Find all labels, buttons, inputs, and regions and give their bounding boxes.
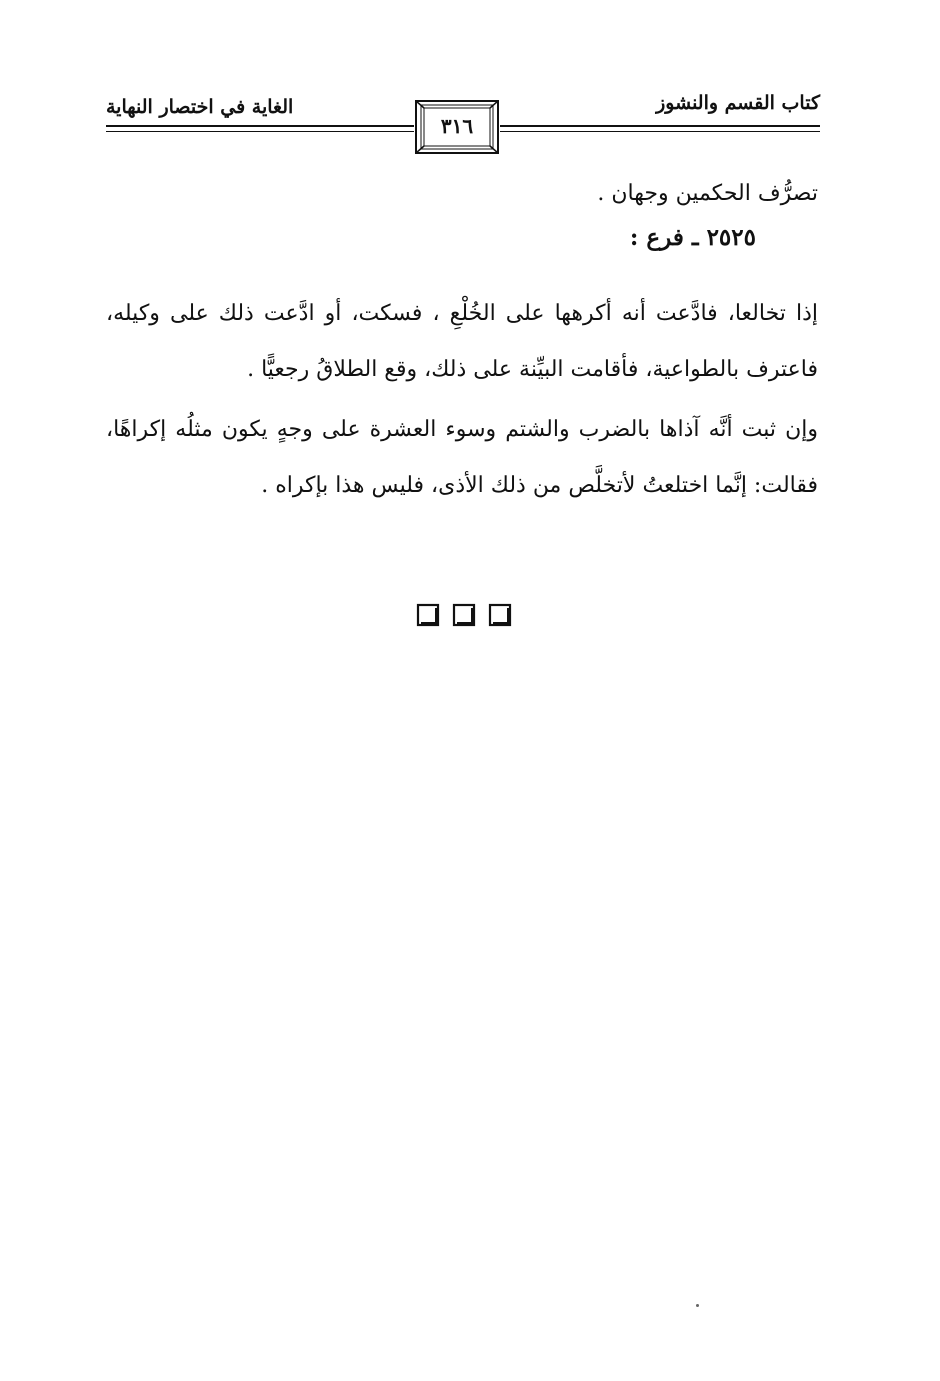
section-heading: ٢٥٢٥ ـ فرع : (629, 224, 756, 251)
paragraph: وإن ثبت أنَّه آذاها بالضرب والشتم وسوء العشرة على وجهٍ يكون مثلُه إكراهًا، فقالت: إنَّما اختلعتُ لأتخلَّص من ذلك الأذى، فليس هذا بإكراه . (106, 417, 818, 498)
page-number-frame (414, 99, 500, 155)
end-of-section-squares-icon (416, 600, 516, 630)
page-number: ٣١٦ (440, 114, 474, 138)
chapter-title: كتاب القسم والنشوز (656, 92, 820, 114)
paragraph: إذا تخالعا، فادَّعت أنه أكرهها على الخُلْعِ ، فسكت، أو ادَّعت ذلك على وكيله، فاعترف بالطواعية، فأقامت البيِّنة على ذلك، وقع الطلاقُ رجعيًّا . (106, 301, 818, 382)
book-title: الغاية في اختصار النهاية (106, 96, 294, 118)
scan-speck (696, 1304, 699, 1307)
intro-line: تصرُّف الحكمين وجهان . (597, 181, 818, 206)
